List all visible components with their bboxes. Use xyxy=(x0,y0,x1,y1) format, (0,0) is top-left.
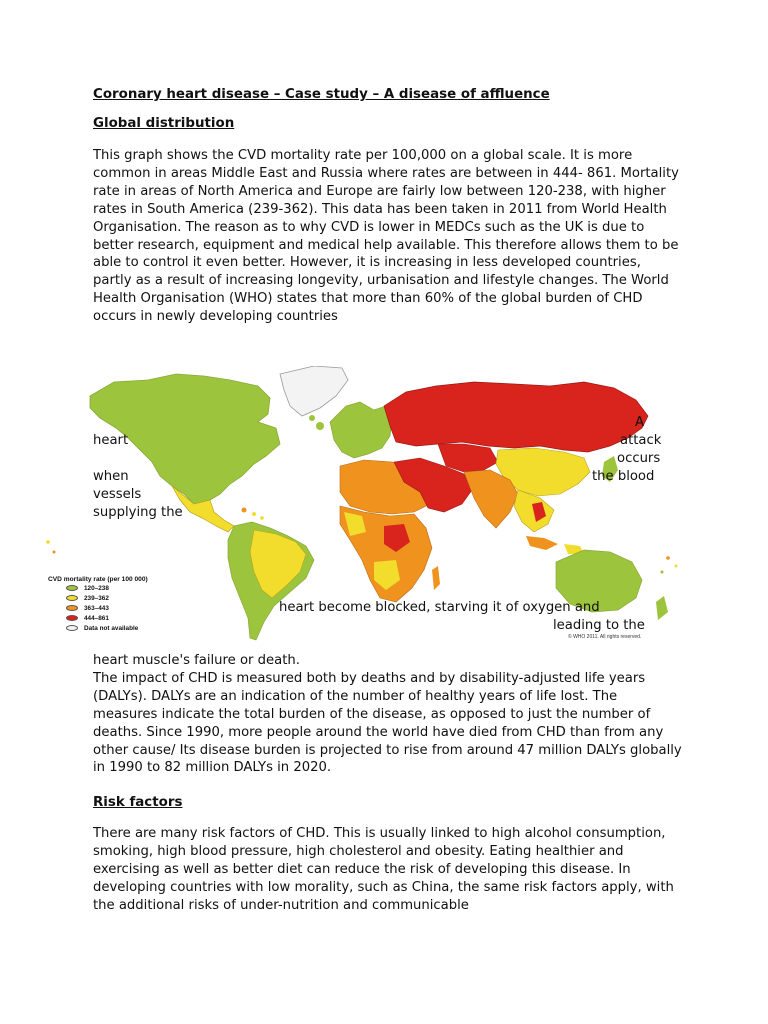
legend-swatch xyxy=(66,585,78,591)
region-russia xyxy=(384,382,648,452)
legend-swatch xyxy=(66,625,78,631)
map-legend xyxy=(48,576,178,633)
region-europe xyxy=(330,402,392,458)
paragraph-risk-factors: There are many risk factors of CHD. This is usually linked to high alcohol consumption, smoking, high blood pressure, high cholesterol and obesity. Eating healthier and exercising as well as better diet can reduce the risk of developing this disease. In developing countries with low morality, such as China, the same risk factors apply, with the additional risks of under-nutrition and communicable xyxy=(93,826,674,913)
legend-row xyxy=(48,613,178,623)
section-heading-global-distribution: Global distribution xyxy=(93,116,235,131)
wrap-text-occurs: occurs xyxy=(617,451,661,466)
legend-label: 363–443 xyxy=(84,604,109,612)
region-greenland xyxy=(280,366,348,416)
legend-label: 444–861 xyxy=(84,614,109,622)
wrap-text-the-blood: the blood xyxy=(592,469,655,484)
legend-title: CVD mortality rate (per 100 000) xyxy=(48,576,148,583)
wrap-text-attack: attack xyxy=(620,433,662,448)
paragraph-impact: heart muscle's failure or death. The impact of CHD is measured both by deaths and by disability-adjusted life years (DALYs). DALYs are an indication of the number of healthy years of life lost. The measures indicate the total burden of the disease, as opposed to just the number of deaths. Since 1990, more people around the world have died from CHD than from any other cause/ Its disease burden is projected to rise from around 47 million DALYs globally in 1990 to 82 million DALYs in 2020. xyxy=(93,653,682,776)
map-credit: © WHO 2011. All rights reserved. xyxy=(568,634,642,640)
legend-row xyxy=(48,593,178,603)
wrap-text-vessels: vessels xyxy=(93,487,142,502)
region-indonesia xyxy=(526,536,558,550)
wrap-text-when: when xyxy=(93,469,129,484)
legend-swatch xyxy=(66,595,78,601)
document-title: Coronary heart disease – Case study – A disease of affluence xyxy=(93,87,550,102)
legend-row xyxy=(48,623,178,633)
wrap-text-a: A xyxy=(635,415,645,430)
legend-label: 239–362 xyxy=(84,594,109,602)
wrap-text-supplying-the: supplying the xyxy=(93,505,183,520)
section-heading-risk-factors: Risk factors xyxy=(93,795,183,810)
legend-swatch xyxy=(66,615,78,621)
paragraph-global-distribution: This graph shows the CVD mortality rate per 100,000 on a global scale. It is more common in areas Middle East and Russia where rates are between in 444- 861. Mortality rate in areas of North America and Europe are fairly low between 120-238, with higher rates in South America (239-362). This data has been taken in 2011 from World Health Organisation. The reason as to why CVD is lower in MEDCs such as the UK is due to better research, equipment and medical help available. This therefore allows them to be able to control it even better. However, it is increasing in less developed countries, partly as a result of increasing longevity, urbanisation and lifestyle changes. The World Health Organisation (WHO) states that more than 60% of the global burden of CHD occurs in newly developing countries xyxy=(93,148,679,325)
legend-label: Data not available xyxy=(84,624,139,632)
legend-row xyxy=(48,583,178,593)
legend-row xyxy=(48,603,178,613)
legend-label: 120–238 xyxy=(84,584,109,592)
legend-swatch xyxy=(66,605,78,611)
wrap-text-blocked: heart become blocked, starving it of oxygen and xyxy=(279,600,600,615)
wrap-text-leading: leading to the xyxy=(553,618,645,633)
wrap-text-heart: heart xyxy=(93,433,129,448)
